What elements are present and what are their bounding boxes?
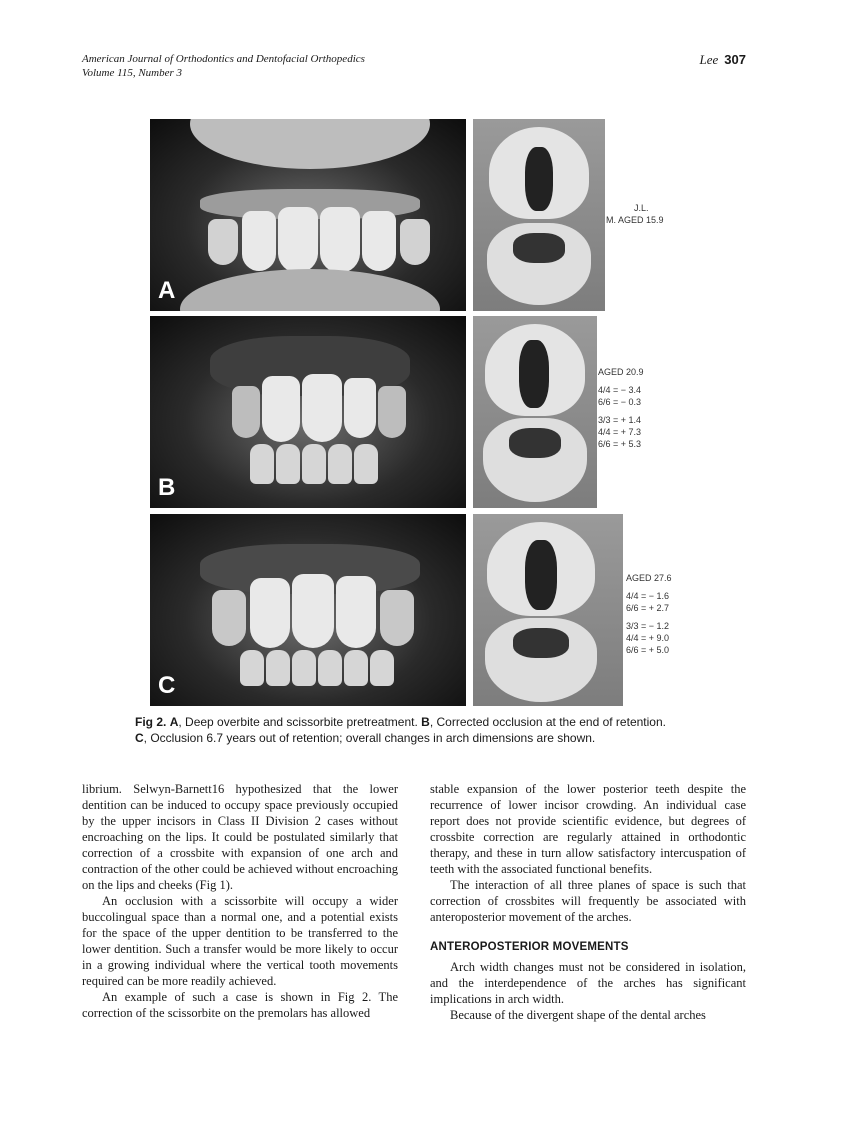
upper-molar-width: 6/6 = − 0.3 — [598, 397, 642, 407]
paragraph: stable expansion of the lower posterior teeth despite the recurrence of lower incisor crowding. An individual case report does not provide scientific evidence, but degrees of crossbite correction are regularly attained in orthodontic therapy, and these in turn allow satisfactory intercuspation of teeth with the associated functional benefits. — [430, 782, 746, 876]
journal-volume: Volume 115, Number 3 — [82, 67, 183, 79]
figure-2c-intraoral-photo — [150, 514, 466, 706]
panel-letter-c: C — [158, 672, 176, 699]
figure-2b-dental-casts — [473, 316, 597, 508]
running-author: Lee — [699, 52, 719, 67]
page-reference — [700, 52, 746, 68]
paragraph: An example of such a case is shown in Fig 2. The correction of the scissorbite on the premolars has allowed — [82, 990, 398, 1020]
lower-premolar-width: 4/4 = + 7.3 — [598, 427, 642, 437]
upper-premolar-width: 4/4 = − 1.6 — [626, 591, 670, 601]
paragraph: Because of the divergent shape of the dental arches — [450, 1008, 706, 1022]
body-column-left — [82, 781, 398, 1021]
paragraph: librium. Selwyn-Barnett16 hypothesized that the lower dentition can be induced to occupy space previously occupied by the upper incisors in Class II Division 2 cases without encroaching on the lips. It could be postulated similarly that correction of a crossbite with expansion of one arch and contraction of the other could be achieved without encroaching on the lips and cheeks (Fig 1). — [82, 782, 398, 892]
caption-text-c: , Occlusion 6.7 years out of retention; overall changes in arch dimensions are shown. — [143, 731, 596, 745]
pretreatment-age: M. AGED 15.9 — [606, 215, 664, 225]
figure-2a-intraoral-photo — [150, 119, 466, 311]
caption-letter-b: B — [421, 715, 430, 729]
figure-2a-dental-casts — [473, 119, 605, 311]
upper-molar-width: 6/6 = + 2.7 — [626, 603, 670, 613]
body-column-right — [430, 781, 746, 1023]
caption-figure-number: Fig 2. — [135, 715, 167, 729]
figure-2b-intraoral-photo — [150, 316, 466, 508]
caption-letter-c: C — [135, 731, 144, 745]
paragraph: The interaction of all three planes of space is such that correction of crossbites will frequently be associated with anteroposterior movement of the arches. — [430, 878, 746, 924]
retention-age: AGED 20.9 — [598, 367, 644, 377]
journal-title: American Journal of Orthodontics and Dentofacial Orthopedics — [82, 53, 365, 65]
lower-molar-width: 6/6 = + 5.3 — [598, 439, 642, 449]
paragraph: An occlusion with a scissorbite will occupy a wider buccolingual space than a normal one, and a potential exists for the space of the upper dentition to be transferred to the lower dentition. Such a transfer would be more likely to occur in a growing individual where the vertical tooth movements required can be more readily achieved. — [82, 894, 398, 988]
post-retention-age: AGED 27.6 — [626, 573, 672, 583]
running-head — [82, 52, 746, 80]
lower-molar-width: 6/6 = + 5.0 — [626, 645, 670, 655]
upper-premolar-width: 4/4 = − 3.4 — [598, 385, 642, 395]
figure-2b-label — [598, 366, 670, 460]
page-number: 307 — [724, 52, 746, 67]
caption-text-b: , Corrected occlusion at the end of retention. — [429, 715, 666, 729]
lower-canine-width: 3/3 = + 1.4 — [598, 415, 642, 425]
figure-2c-dental-casts — [473, 514, 623, 706]
patient-initials: J.L. — [634, 203, 649, 213]
section-heading: ANTEROPOSTERIOR MOVEMENTS — [430, 941, 629, 953]
panel-letter-b: B — [158, 474, 176, 501]
caption-text-a: , Deep overbite and scissorbite pretreatment. — [178, 715, 422, 729]
figure-2a-label — [606, 202, 672, 242]
panel-letter-a: A — [158, 277, 176, 304]
figure-2c-label — [626, 572, 686, 660]
paragraph: Arch width changes must not be considered in isolation, and the interdependence of the arches has significant implications in arch width. — [430, 960, 746, 1006]
lower-canine-width: 3/3 = − 1.2 — [626, 621, 670, 631]
lower-premolar-width: 4/4 = + 9.0 — [626, 633, 670, 643]
caption-letter-a: A — [169, 715, 179, 729]
figure-caption — [135, 714, 735, 746]
